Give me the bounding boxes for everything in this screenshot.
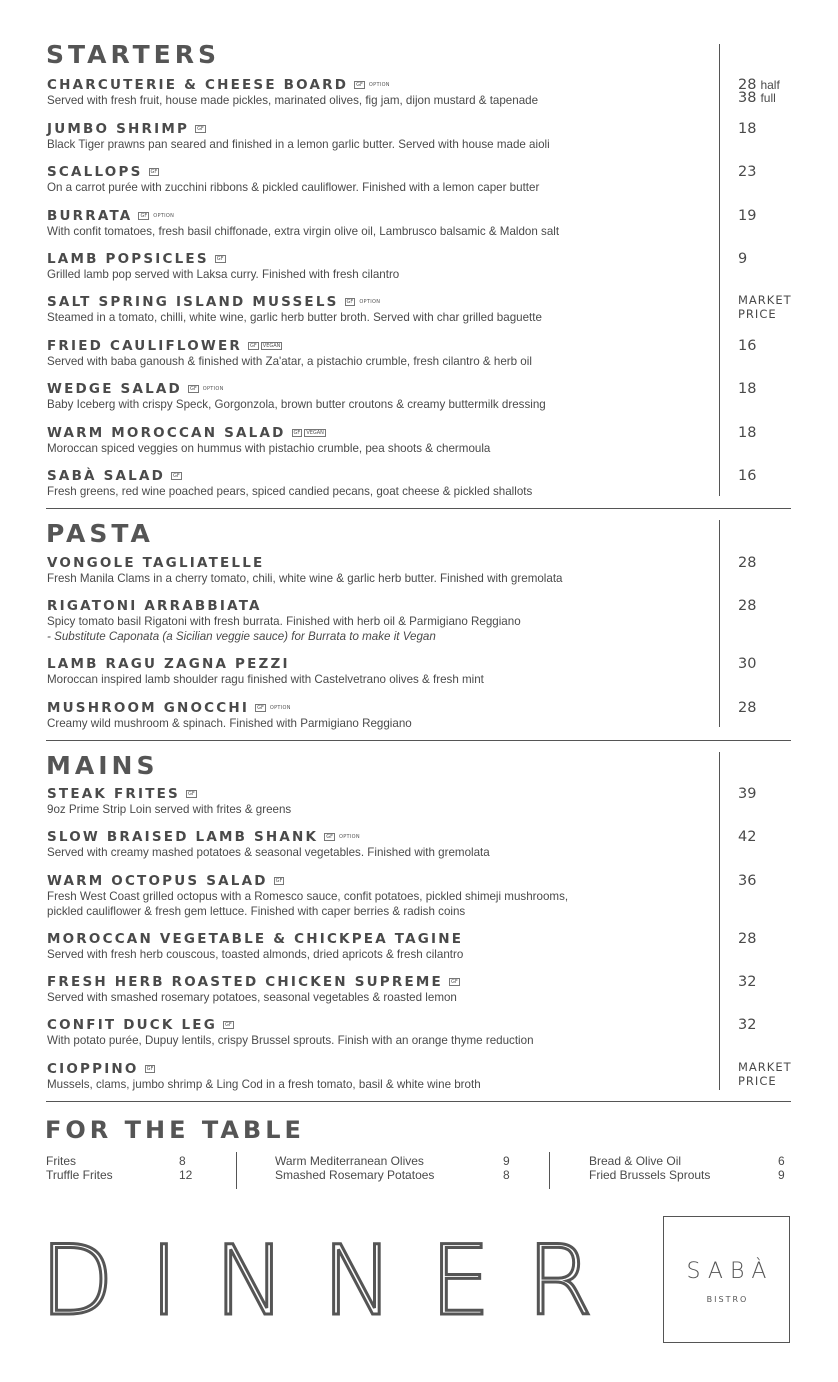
price-value: 23 — [738, 164, 757, 180]
menu-item — [47, 338, 827, 369]
price-line — [738, 425, 756, 441]
menu-item-name: FRIED CAULIFLOWER — [47, 338, 243, 354]
menu-item-description: 9oz Prime Strip Loin served with frites & greens — [47, 803, 292, 816]
menu-item-name: MOROCCAN VEGETABLE & CHICKPEA TAGINE — [47, 931, 464, 947]
side-dish-name: Truffle Frites — [46, 1168, 113, 1182]
menu-item-name-row — [47, 1061, 827, 1077]
menu-item-name-row — [47, 873, 827, 889]
dietary-tag: GF — [356, 82, 363, 88]
menu-item-description: Served with creamy mashed potatoes & seasonal vegetables. Finished with gremolata — [47, 846, 490, 859]
dietary-tag: GF — [140, 213, 148, 219]
menu-item-price — [738, 974, 756, 990]
logo-name: SABÀ — [686, 1259, 774, 1284]
menu-item-description: Mussels, clams, jumbo shrimp & Ling Cod in a fresh tomato, basil & white wine broth — [47, 1078, 481, 1091]
price-line — [738, 307, 792, 321]
menu-item-name-row — [47, 598, 827, 614]
menu-item-name: FRESH HERB ROASTED CHICKEN SUPREME — [47, 974, 443, 990]
menu-item-name-row — [47, 974, 827, 990]
menu-item-description: Fresh Manila Clams in a cherry tomato, chili, white wine & garlic herb butter. Finished with gremolata — [47, 572, 563, 585]
menu-item-price — [738, 121, 756, 137]
dietary-tag: GF — [326, 834, 333, 840]
menu-item — [47, 164, 827, 195]
menu-item-price — [738, 164, 756, 180]
menu-item-name: CIOPPINO — [47, 1061, 139, 1077]
dietary-tag: GF — [187, 791, 195, 797]
menu-item-name: LAMB POPSICLES — [47, 251, 209, 267]
mains-title: MAINS — [46, 751, 159, 780]
menu-item-price — [738, 293, 792, 321]
menu-item-name: LAMB RAGU ZAGNA PEZZI — [47, 656, 290, 672]
menu-item-name: JUMBO SHRIMP — [47, 121, 190, 137]
menu-item — [47, 208, 827, 239]
menu-item-name: SALT SPRING ISLAND MUSSELS — [47, 294, 339, 310]
menu-item-name: WEDGE SALAD — [47, 381, 182, 397]
dietary-tag: VEGAN — [262, 343, 281, 349]
dietary-tag: GF — [216, 256, 224, 262]
menu-item-name: CHARCUTERIE & CHEESE BOARD — [47, 77, 349, 93]
price-value: 39 — [738, 786, 757, 802]
menu-item-price — [738, 251, 747, 267]
dinner-heading: DINNER — [40, 1225, 630, 1337]
menu-item-price — [738, 208, 756, 224]
price-line — [738, 251, 747, 267]
menu-item-name-row — [47, 656, 827, 672]
dietary-tag: GF — [293, 430, 301, 436]
menu-item — [47, 251, 827, 282]
menu-item-name-row — [47, 425, 827, 441]
side-dish-price: 9 — [503, 1154, 510, 1168]
menu-item-name: RIGATONI ARRABBIATA — [47, 598, 262, 614]
menu-item-name-row — [47, 1017, 827, 1033]
price-value: 28 — [738, 555, 757, 571]
price-line — [738, 1060, 792, 1074]
side-dish-name: Fried Brussels Sprouts — [589, 1168, 711, 1182]
menu-item-price — [738, 829, 756, 845]
menu-item-name: CONFIT DUCK LEG — [47, 1017, 217, 1033]
side-dish-name: Smashed Rosemary Potatoes — [275, 1168, 435, 1182]
starters-title: STARTERS — [46, 40, 220, 69]
menu-item-name-row — [47, 931, 827, 947]
menu-item-name: SCALLOPS — [47, 164, 143, 180]
price-value: PRICE — [738, 1074, 777, 1088]
dietary-tag: GF — [257, 705, 264, 711]
menu-item-name: WARM OCTOPUS SALAD — [47, 873, 268, 889]
menu-item-price — [738, 468, 756, 484]
starters-bottom-rule — [46, 508, 791, 509]
menu-item — [47, 555, 827, 586]
menu-item-price — [738, 77, 780, 106]
menu-item-name-row — [47, 77, 827, 93]
menu-item-price — [738, 700, 756, 716]
price-line — [738, 873, 756, 889]
menu-item — [47, 77, 827, 108]
menu-item — [47, 468, 827, 499]
menu-item-name: SABÀ SALAD — [47, 468, 166, 484]
menu-item-name-row — [47, 294, 827, 310]
price-value: 18 — [738, 425, 757, 441]
menu-item-note: - Substitute Caponata (a Sicilian veggie sauce) for Burrata to make it Vegan — [47, 630, 436, 643]
menu-item-name-row — [47, 555, 827, 571]
menu-item-name: BURRATA — [47, 208, 133, 224]
dietary-tag: GF — [173, 473, 180, 479]
price-line — [738, 974, 756, 990]
menu-item-description: Served with baba ganoush & finished with Za'atar, a pistachio crumble, fresh cilantro & herb oil — [47, 355, 532, 368]
menu-item-price — [738, 656, 756, 672]
price-value: MARKET — [738, 293, 792, 307]
price-value: 16 — [738, 338, 757, 354]
menu-item-description: Served with fresh fruit, house made pickles, marinated olives, fig jam, dijon mustard & tapenade — [47, 94, 539, 107]
price-line — [738, 1017, 756, 1033]
menu-item-name-row — [47, 468, 827, 484]
side-dish-price: 8 — [503, 1168, 510, 1182]
menu-item-price — [738, 381, 756, 397]
menu-item-name-row — [47, 251, 827, 267]
option-label: OPTION — [359, 299, 381, 305]
menu-item-name-row — [47, 164, 827, 180]
dietary-tag: GF — [250, 343, 257, 349]
price-line — [738, 1074, 792, 1088]
table-divider-1 — [236, 1152, 237, 1189]
price-line — [738, 700, 756, 716]
menu-item-price — [738, 1060, 792, 1088]
side-dish-price: 9 — [778, 1168, 785, 1182]
menu-item-price — [738, 598, 756, 614]
price-value: 28 — [738, 77, 757, 93]
menu-item-price — [738, 338, 756, 354]
menu-item — [47, 381, 827, 412]
side-dish-price: 6 — [778, 1154, 785, 1168]
menu-item-description: Steamed in a tomato, chilli, white wine, garlic herb butter broth. Served with char grilled baguette — [47, 311, 542, 324]
menu-item — [47, 294, 827, 325]
menu-item-description: Baby Iceberg with crispy Speck, Gorgonzola, brown butter croutons & creamy buttermilk dressing — [47, 398, 546, 411]
menu-item — [47, 700, 827, 731]
price-value: 16 — [738, 468, 757, 484]
menu-item-name-row — [47, 829, 827, 845]
menu-item-description: Creamy wild mushroom & spinach. Finished with Parmigiano Reggiano — [47, 717, 412, 730]
menu-item-name-row — [47, 338, 827, 354]
menu-item — [47, 786, 827, 817]
side-dish-name: Bread & Olive Oil — [589, 1154, 682, 1168]
menu-item-description: Grilled lamb pop served with Laksa curry. Finished with fresh cilantro — [47, 268, 400, 281]
price-value: 28 — [738, 700, 757, 716]
saba-bistro-logo — [663, 1216, 790, 1343]
menu-item-description: Moroccan inspired lamb shoulder ragu finished with Castelvetrano olives & fresh mint — [47, 673, 484, 686]
price-line — [738, 786, 756, 802]
option-label: OPTION — [202, 386, 224, 392]
menu-item-description: Black Tiger prawns pan seared and finished in a lemon garlic butter. Served with house made aioli — [47, 138, 550, 151]
option-label: OPTION — [153, 213, 175, 219]
price-value: 36 — [738, 873, 757, 889]
menu-item-price — [738, 786, 756, 802]
menu-item-price — [738, 555, 756, 571]
menu-item-description: Served with fresh herb couscous, toasted almonds, dried apricots & fresh cilantro — [47, 948, 464, 961]
menu-item — [47, 121, 827, 152]
menu-item — [47, 873, 827, 919]
price-line — [738, 598, 756, 614]
menu-item-description: On a carrot purée with zucchini ribbons & pickled cauliflower. Finished with a lemon caper butter — [47, 181, 540, 194]
dietary-tag: GF — [346, 299, 354, 305]
dietary-tag: GF — [275, 878, 283, 884]
menu-item — [47, 931, 827, 962]
price-value: 32 — [738, 974, 757, 990]
menu-item-name: MUSHROOM GNOCCHI — [47, 700, 250, 716]
menu-item — [47, 1061, 827, 1092]
price-value: 9 — [738, 251, 748, 267]
menu-item-price — [738, 425, 756, 441]
dietary-tag: GF — [146, 1066, 154, 1072]
menu-item-name: WARM MOROCCAN SALAD — [47, 425, 286, 441]
dietary-tag: GF — [189, 386, 197, 392]
menu-item-name-row — [47, 121, 827, 137]
price-line — [738, 381, 756, 397]
price-line — [738, 555, 756, 571]
option-label: OPTION — [269, 705, 291, 711]
menu-item — [47, 974, 827, 1005]
menu-item-name: VONGOLE TAGLIATELLE — [47, 555, 265, 571]
price-line — [738, 468, 756, 484]
price-value: 18 — [738, 381, 757, 397]
menu-item-name-row — [47, 700, 827, 716]
menu-item-description: Spicy tomato basil Rigatoni with fresh burrata. Finished with herb oil & Parmigiano Reggiano — [47, 615, 521, 628]
menu-item-description: With confit tomatoes, fresh basil chiffonade, extra virgin olive oil, Lambrusco balsamic & Maldon salt — [47, 225, 560, 238]
menu-item — [47, 829, 827, 860]
side-dish-price: 8 — [179, 1154, 186, 1168]
menu-item-name: SLOW BRAISED LAMB SHANK — [47, 829, 319, 845]
menu-item — [47, 1017, 827, 1048]
price-value: 42 — [738, 829, 757, 845]
menu-item-price — [738, 873, 756, 889]
menu-item-name: STEAK FRITES — [47, 786, 180, 802]
price-value: 30 — [738, 656, 757, 672]
menu-item-price — [738, 1017, 756, 1033]
menu-item-name-row — [47, 786, 827, 802]
menu-item-description: Moroccan spiced veggies on hummus with pistachio crumble, pea shoots & chermoula — [47, 442, 491, 455]
price-line — [738, 164, 756, 180]
price-line — [738, 208, 756, 224]
price-value: 28 — [738, 598, 757, 614]
price-value: PRICE — [738, 307, 777, 321]
dietary-tag: GF — [450, 979, 458, 985]
pasta-bottom-rule — [46, 740, 791, 741]
price-value: MARKET — [738, 1060, 792, 1074]
dietary-tag: GF — [150, 169, 158, 175]
menu-item-description-cont: pickled cauliflower & fresh gem lettuce. Finished with caper berries & radish coins — [47, 905, 466, 918]
side-dish-price: 12 — [179, 1168, 193, 1182]
price-size: full — [760, 91, 776, 105]
option-label: OPTION — [368, 82, 390, 88]
price-value: 28 — [738, 931, 757, 947]
price-value: 32 — [738, 1017, 757, 1033]
menu-item-name-row — [47, 381, 827, 397]
dietary-tag: VEGAN — [306, 430, 324, 436]
menu-item — [47, 656, 827, 687]
price-line — [738, 121, 756, 137]
price-size: half — [760, 78, 780, 92]
pasta-title: PASTA — [46, 519, 154, 548]
price-line — [738, 931, 756, 947]
menu-item-description: Fresh greens, red wine poached pears, spiced candied pecans, goat cheese & pickled shallots — [47, 485, 533, 498]
price-value: 38 — [738, 90, 757, 106]
for-the-table-title: FOR THE TABLE — [45, 1116, 305, 1144]
logo-subtitle: BISTRO — [706, 1295, 749, 1304]
menu-item-description: Fresh West Coast grilled octopus with a Romesco sauce, confit potatoes, pickled shimeji mushrooms, — [47, 890, 569, 903]
price-line — [738, 293, 792, 307]
mains-bottom-rule — [46, 1101, 791, 1102]
side-dish-name: Frites — [46, 1154, 76, 1168]
dietary-tag: GF — [197, 126, 204, 132]
menu-item-description: With potato purée, Dupuy lentils, crispy Brussel sprouts. Finish with an orange thyme reduction — [47, 1034, 534, 1047]
price-value: 19 — [738, 208, 757, 224]
price-line — [738, 829, 756, 845]
side-dish-name: Warm Mediterranean Olives — [275, 1154, 424, 1168]
option-label: OPTION — [339, 834, 360, 840]
menu-item-name-row — [47, 208, 827, 224]
price-value: 18 — [738, 121, 757, 137]
price-line — [738, 338, 756, 354]
price-line — [738, 90, 780, 106]
table-divider-2 — [549, 1152, 550, 1189]
price-line — [738, 656, 756, 672]
menu-item-description: Served with smashed rosemary potatoes, seasonal vegetables & roasted lemon — [47, 991, 457, 1004]
menu-item — [47, 598, 827, 644]
dietary-tag: GF — [224, 1022, 232, 1028]
menu-item — [47, 425, 827, 456]
menu-item-price — [738, 931, 756, 947]
